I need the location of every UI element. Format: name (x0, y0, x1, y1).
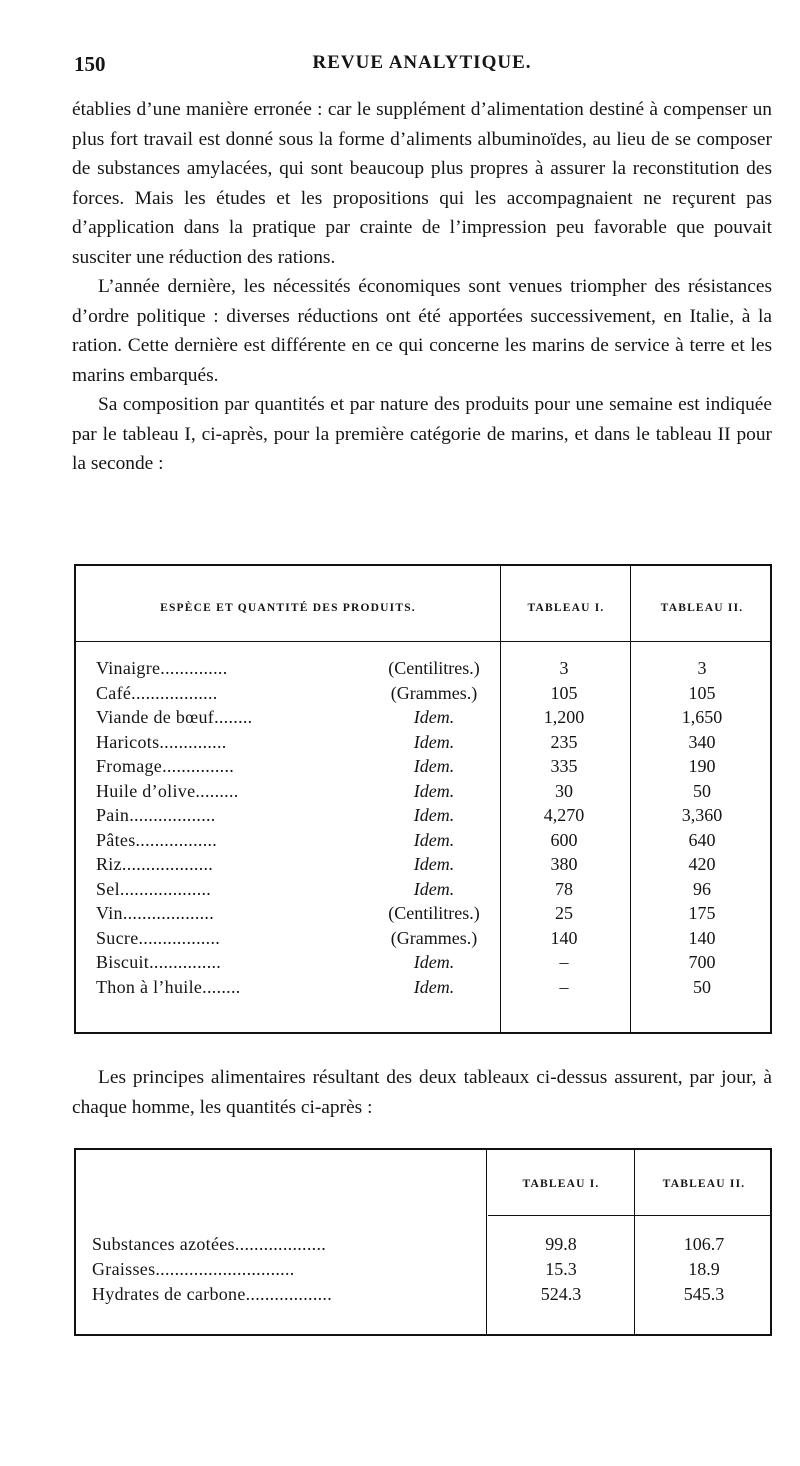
tableau-2-value: 340 (688, 731, 716, 752)
nutrient-name: Substances azotées................... (92, 1234, 327, 1254)
table-row (76, 756, 770, 780)
header-rule (76, 641, 770, 642)
product-name: Thon à l’huile........ (96, 976, 241, 997)
tableau-1-value: 15.3 (545, 1259, 577, 1279)
body-text-top (72, 95, 772, 479)
table-row (76, 928, 770, 952)
product-unit: Idem. (413, 952, 455, 972)
tableau-2-value: 3,360 (681, 805, 723, 825)
product-unit: Idem. (413, 976, 455, 997)
product-name: Vin................... (96, 903, 215, 923)
tableau-2-value: 50 (693, 976, 711, 997)
tableau-1-value: 524.3 (540, 1284, 582, 1304)
page-header (72, 52, 772, 84)
tableau-2-value: 50 (693, 780, 711, 801)
table-row (76, 1284, 770, 1308)
tableau-2-value: 190 (688, 756, 716, 776)
tableau-2-value: 3 (697, 658, 707, 678)
tableau-1-value: 99.8 (545, 1234, 577, 1254)
tableau-1-value: 600 (550, 829, 578, 850)
product-name: Huile d’olive......... (96, 780, 239, 801)
page-number: 150 (74, 52, 106, 76)
product-name: Viande de bœuf........ (96, 707, 253, 727)
table-row (76, 854, 770, 878)
tableau-1-value: 380 (550, 854, 578, 874)
product-name: Fromage............... (96, 756, 235, 776)
tableau-1-value: 25 (555, 903, 573, 923)
product-unit: Idem. (413, 854, 455, 874)
tableau-1-value: 1,200 (543, 707, 585, 727)
product-unit: (Grammes.) (390, 927, 478, 948)
table-row (76, 683, 770, 707)
product-name: Riz................... (96, 854, 214, 874)
tableau-1-value: – (559, 976, 569, 997)
product-name: Biscuit............... (96, 952, 222, 972)
tableau-2-value: 420 (688, 854, 716, 874)
column-header-tableau-2: TABLEAU II. (662, 1178, 746, 1190)
paragraph: L’année dernière, les nécessités économiques sont venues triompher des résistances d’ordre politique : diverses réductions ont été apportées successivement, en Italie, à la ration. Cette dernière est différente en ce qui concerne les marins de service à terre et les marins embarqués. (72, 276, 772, 386)
paragraph: Sa composition par quantités et par nature des produits pour une semaine est indiquée par le tableau I, ci-après, pour la première catégorie de marins, et dans le tableau II pour la seconde : (72, 394, 772, 474)
nutrient-name: Hydrates de carbone.................. (92, 1284, 333, 1304)
tableau-2-value: 18.9 (688, 1259, 720, 1279)
table-row (76, 830, 770, 854)
table-row (76, 879, 770, 903)
nutrient-table (74, 1148, 772, 1336)
product-name: Café.................. (96, 682, 218, 703)
table-row (76, 1234, 770, 1258)
table-row (76, 1259, 770, 1283)
product-name: Sel................... (96, 878, 212, 899)
tableau-1-value: – (559, 952, 569, 972)
product-unit: (Centilitres.) (388, 658, 480, 678)
product-name: Haricots.............. (96, 731, 227, 752)
paragraph: Les principes alimentaires résultant des deux tableaux ci-dessus assurent, par jour, à chaque homme, les quantités ci-après : (72, 1067, 772, 1118)
tableau-2-value: 1,650 (681, 707, 723, 727)
tableau-2-value: 106.7 (683, 1234, 725, 1254)
running-head: REVUE ANALYTIQUE. (312, 52, 532, 73)
table-row (76, 805, 770, 829)
tableau-1-value: 235 (550, 731, 578, 752)
tableau-2-value: 105 (688, 682, 716, 703)
table-row (76, 658, 770, 682)
header-rule (488, 1215, 770, 1216)
product-unit: Idem. (413, 878, 455, 899)
product-unit: Idem. (413, 780, 455, 801)
product-name: Pain.................. (96, 805, 216, 825)
product-unit: Idem. (413, 805, 455, 825)
product-unit: Idem. (413, 756, 455, 776)
paragraph: établies d’une manière erronée : car le supplément d’alimentation destiné à compenser un plus fort travail est donné sous la forme d’aliments albuminoïdes, au lieu de se composer de substances amylacées, qui sont beaucoup plus propres à assurer la reconstitution des forces. Mais les études et les propositions qui les accompagnaient ne reçurent pas d’application dans la pratique par crainte de l’impression peu favorable que pouvait susciter une réduction des rations. (72, 99, 772, 268)
product-name: Vinaigre.............. (96, 658, 228, 678)
product-unit: (Grammes.) (390, 682, 478, 703)
body-text-bottom (72, 1063, 772, 1122)
column-header-products: ESPÈCE ET QUANTITÉ DES PRODUITS. (160, 602, 416, 614)
tableau-1-value: 140 (550, 927, 578, 948)
product-unit: Idem. (413, 731, 455, 752)
ration-table (74, 564, 772, 1034)
column-header-tableau-1: TABLEAU I. (527, 602, 605, 614)
product-unit: Idem. (413, 829, 455, 850)
nutrient-name: Graisses............................. (92, 1259, 295, 1279)
column-header-tableau-2: TABLEAU II. (660, 602, 744, 614)
table-row (76, 781, 770, 805)
tableau-2-value: 96 (693, 878, 711, 899)
column-header-tableau-1: TABLEAU I. (522, 1178, 600, 1190)
tableau-1-value: 3 (559, 658, 569, 678)
product-name: Sucre................. (96, 927, 221, 948)
tableau-1-value: 30 (555, 780, 573, 801)
table-row (76, 903, 770, 927)
tableau-2-value: 700 (688, 952, 716, 972)
tableau-2-value: 545.3 (683, 1284, 725, 1304)
tableau-1-value: 78 (555, 878, 573, 899)
tableau-1-value: 4,270 (543, 805, 585, 825)
tableau-1-value: 335 (550, 756, 578, 776)
tableau-2-value: 175 (688, 903, 716, 923)
table-row (76, 707, 770, 731)
tableau-1-value: 105 (550, 682, 578, 703)
table-row (76, 977, 770, 1001)
tableau-2-value: 640 (688, 829, 716, 850)
table-row (76, 952, 770, 976)
product-unit: (Centilitres.) (388, 903, 480, 923)
product-unit: Idem. (413, 707, 455, 727)
tableau-2-value: 140 (688, 927, 716, 948)
table-row (76, 732, 770, 756)
product-name: Pâtes................. (96, 829, 218, 850)
